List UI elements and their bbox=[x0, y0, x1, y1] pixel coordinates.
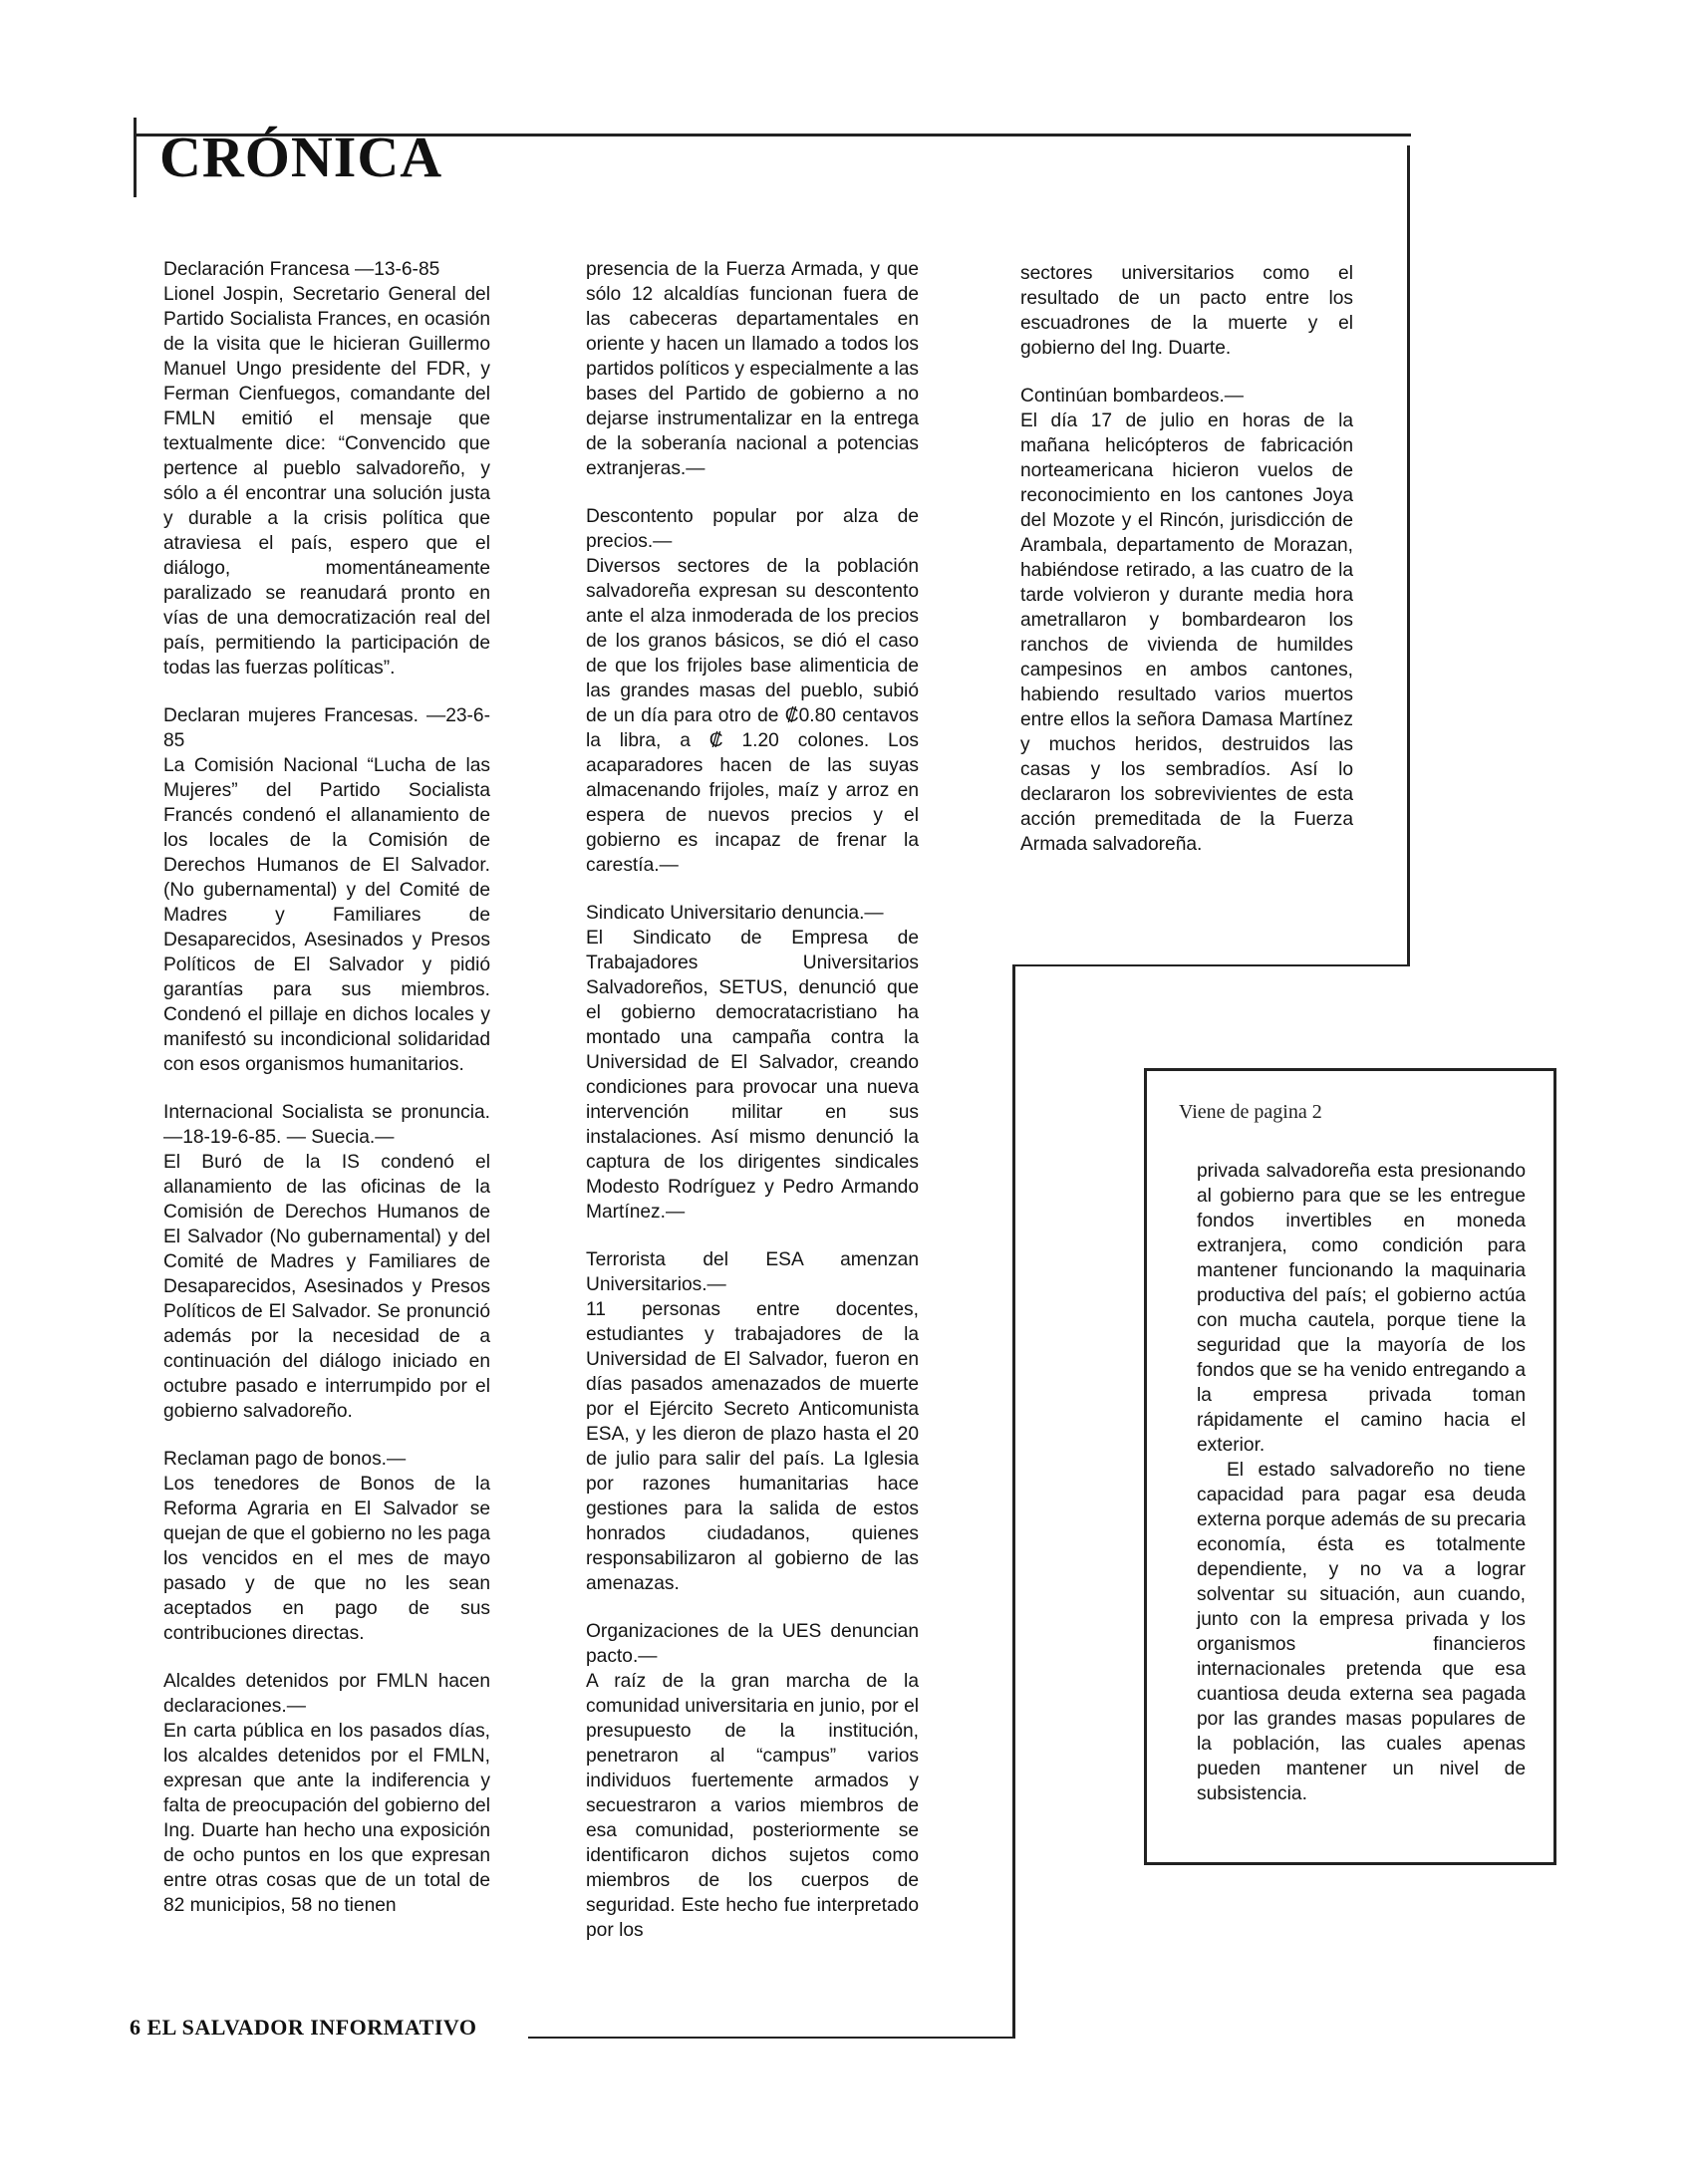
continued-box bbox=[1144, 1068, 1556, 1865]
article-body: Diversos sectores de la población salvadoreña expresan su descontento ante el alza inmoderada de los precios de los granos básicos, se dió el caso de que los frijoles base alimenticia de las grandes masas del pueblo, subió de un día para otro de ₡0.80 centavos la libra, a ₡ 1.20 colones. Los acaparadores hacen de las suyas almacenando frijoles, maíz y arroz en espera de nuevos precios y el gobierno es incapaz de frenar la carestía.— bbox=[586, 556, 919, 876]
article-body: presencia de la Fuerza Armada, y que sólo 12 alcaldías funcionan fuera de las cabeceras departamentales en oriente y hacen un llamado a todos los partidos políticos y especialmente a las bases del Partido de gobierno a no dejarse instrumentalizar en la entrega de la soberanía nacional a potencias extranjeras.— bbox=[586, 259, 919, 479]
article-heading: Alcaldes detenidos por FMLN hacen declaraciones.— bbox=[163, 1671, 490, 1717]
article-body: La Comisión Nacional “Lucha de las Mujeres” del Partido Socialista Francés condenó el allanamiento de los locales de la Comisión de Derechos Humanos de El Salvador. (No gubernamental) y del Comité de Madres y Familiares de Desaparecidos, Asesinados y Presos Políticos de El Salvador y pidió garantías para sus miembros. Condenó el pillaje en dichos locales y manifestó su incondicional solidaridad con esos organismos humanitarios. bbox=[163, 755, 490, 1075]
article bbox=[586, 901, 919, 1225]
article-heading: Descontento popular por alza de precios.— bbox=[586, 506, 919, 552]
article bbox=[163, 257, 490, 681]
article bbox=[586, 1619, 919, 1943]
column-1 bbox=[163, 257, 490, 1941]
article-body: A raíz de la gran marcha de la comunidad universitaria en junio, por el presupuesto de la institución, penetraron al “campus” varios individuos fuertemente armados y secuestraron a varios miembros de esa comunidad, posteriormente se identificaron dichos sujetos como miembros de los cuerpos de seguridad. Este hecho fue interpretado por los bbox=[586, 1671, 919, 1941]
section-title: CRÓNICA bbox=[159, 125, 443, 189]
continued-paragraph: privada salvadoreña esta presionando al gobierno para que se les entregue fondos invertibles en moneda extranjera, como condición para mantener funcionando la maquinaria productiva del país; el gobierno actúa con mucha cautela, porque tiene la seguridad que la mayoría de los fondos que se ha venido entregando a la empresa privada toman rápidamente el camino hacia el exterior. bbox=[1197, 1161, 1526, 1456]
article-heading: Sindicato Universitario denuncia.— bbox=[586, 903, 884, 924]
frame-step-rule bbox=[1012, 964, 1410, 966]
article bbox=[1020, 261, 1353, 361]
column-2 bbox=[586, 257, 919, 1966]
frame-right-rule bbox=[1407, 145, 1410, 964]
article-heading: Continúan bombardeos.— bbox=[1020, 386, 1244, 407]
article bbox=[586, 257, 919, 481]
article bbox=[163, 1447, 490, 1646]
article bbox=[163, 703, 490, 1077]
continued-text bbox=[1197, 1159, 1526, 1806]
article-body: 11 personas entre docentes, estudiantes y trabajadores de la Universidad de El Salvador, fueron en días pasados amenazados de muerte por el Ejército Secreto Anticomunista ESA, y les dieron de plazo hasta el 20 de julio para salir del país. La Iglesia por razones humanitarias hace gestiones para la salida de estos honrados ciudadanos, quienes responsabilizaron al gobierno de las amenazas. bbox=[586, 1299, 919, 1594]
article-body: El Sindicato de Empresa de Trabajadores Universitarios Salvadoreños, SETUS, denunció que el gobierno democratacristiano ha montado una campaña contra la Universidad de El Salvador, creando condiciones para provocar una nueva intervención militar en sus instalaciones. Así mismo denunció la captura de los dirigentes sindicales Modesto Rodríguez y Pedro Armando Martínez.— bbox=[586, 928, 919, 1223]
article-body: El día 17 de julio en horas de la mañana helicópteros de fabricación norteamericana hicieron vuelos de reconocimiento en los cantones Joya del Mozote y el Rincón, jurisdicción de Arambala, departamento de Morazan, habiéndose retirado, a las cuatro de la tarde volvieron y durante media hora ametrallaron y bombardearon los ranchos de vivienda de humildes campesinos en ambos cantones, habiendo resultado varios muertos entre ellos la señora Damasa Martínez y muchos heridos, destruidos las casas y los sembradíos. Así lo declararon los sobrevivientes de esta acción premeditada de la Fuerza Armada salvadoreña. bbox=[1020, 410, 1353, 855]
article-heading: Reclaman pago de bonos.— bbox=[163, 1449, 407, 1470]
article-body: Los tenedores de Bonos de la Reforma Agraria en El Salvador se quejan de que el gobierno no les paga los vencidos en el mes de mayo pasado y de que no les sean aceptados en pago de sus contribuciones directas. bbox=[163, 1474, 490, 1644]
frame-bottom-rule bbox=[528, 2037, 1014, 2039]
continued-paragraph: El estado salvadoreño no tiene capacidad para pagar esa deuda externa porque además de su precaria economía, ésta es totalmente dependiente, y no va a lograr solventar su situación, aun cuando, junto con la empresa privada y los organismos financieros internacionales pretenda que esa cuantiosa deuda externa sea pagada por las grandes masas populares de la población, las cuales apenas pueden mantener un nivel de subsistencia. bbox=[1197, 1460, 1526, 1804]
article bbox=[586, 1247, 919, 1596]
article bbox=[163, 1100, 490, 1424]
article bbox=[163, 1669, 490, 1918]
article-body: El Buró de la IS condenó el allanamiento de las oficinas de la Comisión de Derechos Humanos de El Salvador (No gubernamental) y del Comité de Madres y Familiares de Desaparecidos, Asesinados y Presos Políticos de El Salvador. Se pronunció además por la necesidad de a continuación del diálogo iniciado en octubre pasado e interrumpido por el gobierno salvadoreño. bbox=[163, 1152, 490, 1422]
article-heading: Internacional Socialista se pronuncia. —18-19-6-85. — Suecia.— bbox=[163, 1102, 490, 1148]
article-body: Lionel Jospin, Secretario General del Partido Socialista Frances, en ocasión de la visita que le hicieran Guillermo Manuel Ungo presidente del FDR, y Ferman Cienfuegos, comandante del FMLN emitió el mensaje que textualmente dice: “Convencido que pertence al pueblo salvadoreño, y sólo a él encontrar una solución justa y durable a la crisis política que atraviesa el país, espero que el diálogo, momentáneamente paralizado se reanudará pronto en vías de una democratización real del país, permitiendo la participación de todas las fuerzas políticas”. bbox=[163, 284, 490, 679]
article-heading: Declaran mujeres Francesas. —23-6-85 bbox=[163, 705, 490, 751]
article-body: En carta pública en los pasados días, los alcaldes detenidos por el FMLN, expresan que ante la indiferencia y falta de preocupación del gobierno del Ing. Duarte han hecho una exposición de ocho puntos en los que expresan entre otras cosas que de un total de 82 municipios, 58 no tienen bbox=[163, 1721, 490, 1916]
article bbox=[586, 504, 919, 878]
frame-inner-vertical-rule bbox=[1012, 964, 1015, 2039]
article-body: sectores universitarios como el resultado de un pacto entre los escuadrones de la muerte y el gobierno del Ing. Duarte. bbox=[1020, 263, 1353, 359]
frame-left-rule bbox=[134, 118, 137, 197]
column-3 bbox=[1020, 261, 1353, 880]
article-heading: Declaración Francesa —13-6-85 bbox=[163, 259, 440, 280]
continued-label: Viene de pagina 2 bbox=[1179, 1101, 1322, 1123]
article-heading: Organizaciones de la UES denuncian pacto.— bbox=[586, 1621, 919, 1667]
page-footer: 6 EL SALVADOR INFORMATIVO bbox=[130, 2015, 477, 2040]
article bbox=[1020, 384, 1353, 857]
article-heading: Terrorista del ESA amenzan Universitarios.— bbox=[586, 1249, 919, 1295]
